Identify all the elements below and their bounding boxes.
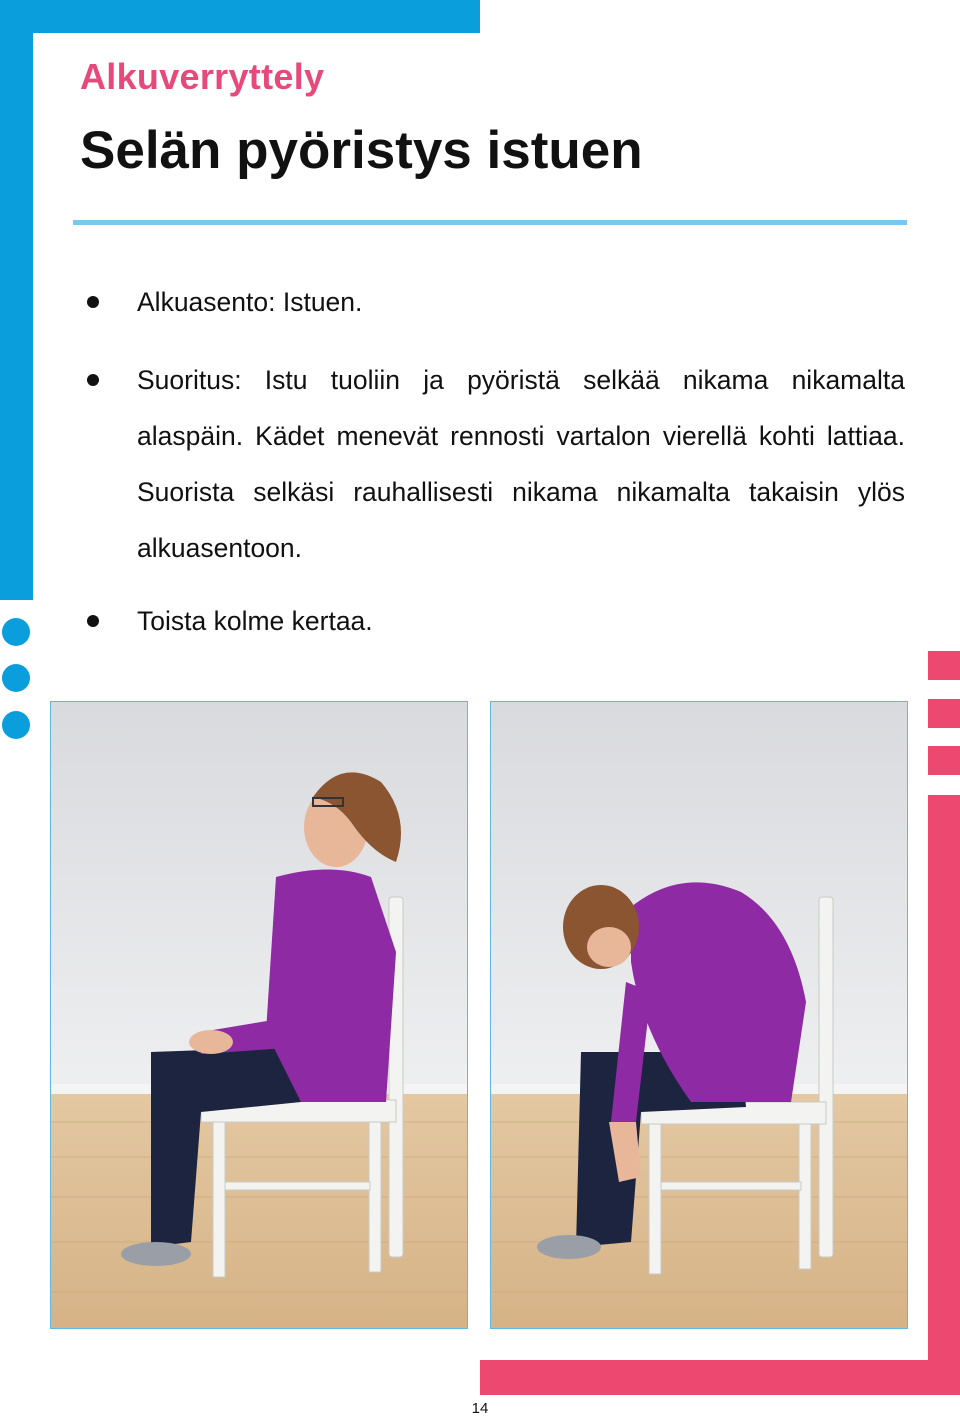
bottom-pink-bar bbox=[480, 1360, 960, 1395]
bullet-dot bbox=[87, 374, 99, 386]
top-blue-bar bbox=[0, 0, 480, 33]
person-sitting-rounded-back-photo bbox=[490, 701, 908, 1329]
section-kicker: Alkuverryttely bbox=[80, 56, 325, 97]
bullet-instructions: Suoritus: Istu tuoliin ja pyöristä selkää nikama nikamalta alaspäin. Kädet menevät rennosti vartalon vierellä kohti lattiaa. Suorista selkäsi rauhallisesti nikama nikamalta takaisin ylös alkuasentoon. bbox=[137, 365, 905, 563]
page-title: Selän pyöristys istuen bbox=[80, 121, 643, 180]
blue-dot bbox=[2, 618, 30, 646]
right-pink-bar bbox=[928, 795, 960, 1395]
blue-dot bbox=[2, 664, 30, 692]
bullet-dot bbox=[87, 615, 99, 627]
page-number: 14 bbox=[471, 1400, 489, 1417]
bullet-repetitions: Toista kolme kertaa. bbox=[137, 606, 373, 636]
pink-square bbox=[928, 746, 960, 775]
left-blue-bar bbox=[0, 0, 33, 600]
blue-dot bbox=[2, 711, 30, 739]
pink-square bbox=[928, 651, 960, 680]
pink-square bbox=[928, 699, 960, 728]
bullet-start-position: Alkuasento: Istuen. bbox=[137, 287, 363, 317]
title-divider bbox=[73, 220, 907, 225]
person-sitting-upright-photo bbox=[50, 701, 468, 1329]
bullet-dot bbox=[87, 296, 99, 308]
